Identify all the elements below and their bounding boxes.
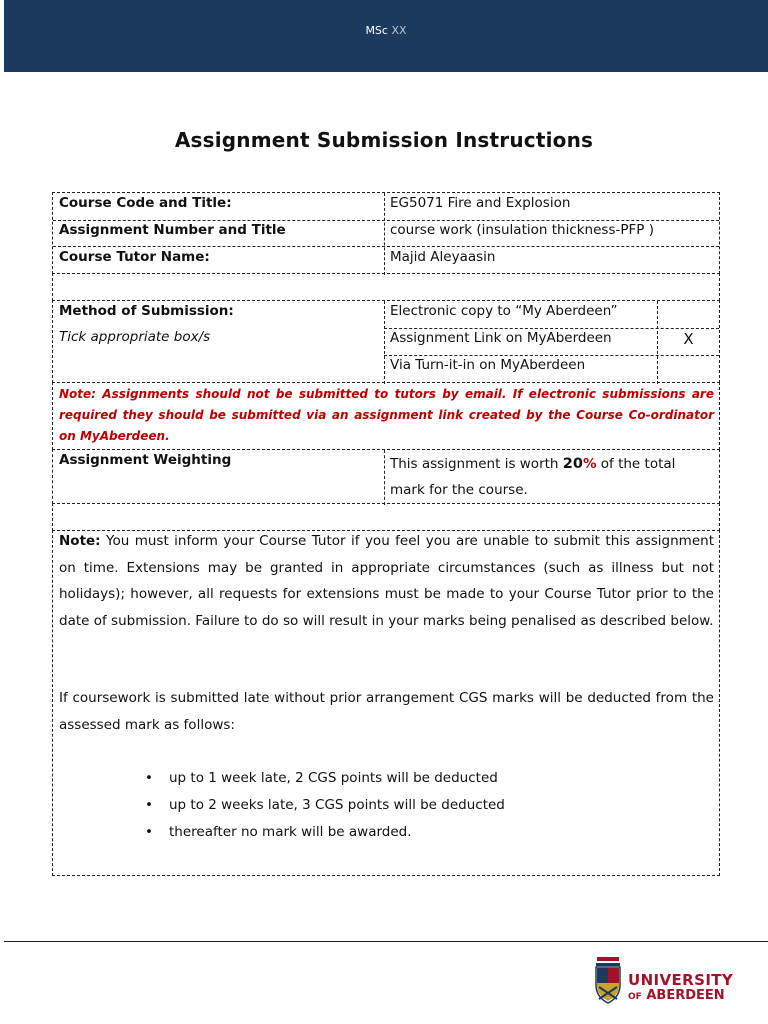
spacer-row-2 [52, 503, 720, 531]
option-tick-2[interactable]: X [683, 330, 694, 348]
tick-label: Tick appropriate box/s [59, 329, 211, 345]
weighting-table [52, 449, 720, 504]
header-prefix: MSc [365, 24, 388, 37]
option-turnitin: Via Turn-it-in on MyAberdeen [390, 357, 586, 373]
header-suffix: XX [391, 24, 407, 37]
crest-icon [593, 955, 623, 1005]
weighting-text-before: This assignment is worth [390, 456, 563, 472]
page-header [4, 0, 768, 72]
late-paragraph-2: If coursework is submitted late without prior arrangement CGS marks will be deducted from the assessed mark as follows: [59, 690, 714, 733]
late-note-label: Note: [59, 533, 101, 549]
assignment-value: course work (insulation thickness-PFP ) [390, 222, 654, 238]
list-item: • up to 2 weeks late, 3 CGS points will be deducted [145, 792, 693, 819]
document-title: Assignment Submission Instructions [174, 128, 594, 152]
late-paragraph-1-text: You must inform your Course Tutor if you feel you are unable to submit this assignment on time. Extensions may be granted in appropriate circumstances (such as illness but not holidays); however, all requests for extensions must be made to your Course Tutor prior to the date of submission. Failure to do so will result in your marks being penalised as described below. [59, 533, 714, 629]
weighting-percent: 20 [562, 456, 583, 472]
assignment-label: Assignment Number and Title [59, 222, 286, 238]
list-item: • thereafter no mark will be awarded. [145, 819, 693, 846]
course-code-value: EG5071 Fire and Explosion [390, 195, 571, 211]
logo-of: OF [628, 992, 642, 1002]
tutor-value: Majid Aleyaasin [390, 249, 496, 265]
course-info-table [52, 192, 720, 274]
spacer-row-1 [52, 273, 720, 301]
weighting-text-after: of the total mark for the course. [390, 456, 676, 498]
weighting-percent-sign: % [582, 456, 597, 472]
option-assignment-link: Assignment Link on MyAberdeen [390, 330, 612, 346]
weighting-value [384, 451, 704, 503]
list-item: • up to 1 week late, 2 CGS points will be deducted [145, 765, 693, 792]
header-text [4, 24, 768, 37]
footer-divider [4, 941, 768, 942]
logo-university: UNIVERSITY [628, 971, 734, 989]
email-warning-text: Note: Assignments should not be submitted to tutors by email. If electronic submissions are required they should be submitted via an assignment link created by the Course Co-ordinator on MyAberdeen. [59, 387, 714, 443]
tutor-label: Course Tutor Name: [59, 249, 210, 265]
late-paragraph-1 [53, 528, 720, 634]
university-logo [593, 955, 733, 1005]
option-electronic-copy: Electronic copy to “My Aberdeen” [390, 303, 618, 319]
email-warning-note [52, 382, 720, 450]
weighting-label: Assignment Weighting [59, 452, 232, 468]
method-label: Method of Submission: [59, 303, 234, 319]
logo-of-aberdeen [628, 988, 725, 1003]
late-submission-note [52, 530, 720, 876]
logo-aberdeen: ABERDEEN [646, 988, 725, 1003]
course-code-label: Course Code and Title: [59, 195, 232, 211]
late-penalty-list [139, 765, 699, 846]
submission-method-table [52, 300, 720, 383]
